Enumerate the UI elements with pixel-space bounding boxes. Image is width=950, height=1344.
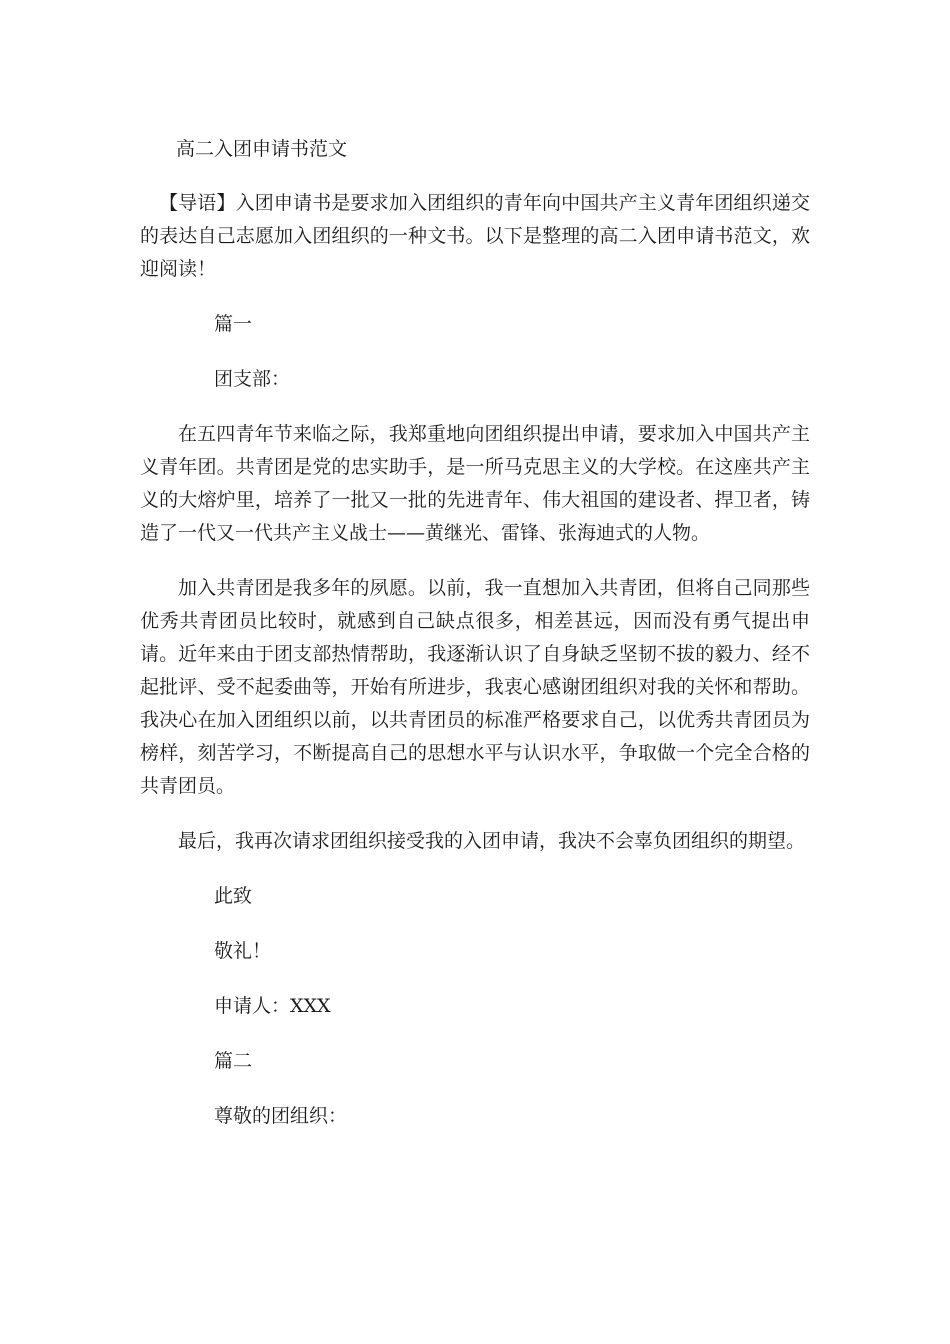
intro-paragraph: 【导语】入团申请书是要求加入团组织的青年向中国共产主义青年团组织递交的表达自己志愿加入团组织的一种文书。以下是整理的高二入团申请书范文，欢迎阅读！ [140,192,810,280]
document-body [140,187,810,1155]
body-paragraph-1: 在五四青年节来临之际，我郑重地向团组织提出申请，要求加入中国共产主义青年团。共青团是党的忠实助手，是一所马克思主义的大学校。在这座共产主义的大熔炉里，培养了一批又一批的先进青年、伟大祖国的建设者、捍卫者，铸造了一代又一代共产主义战士——黄继光、雷锋、张海迪式的人物。 [140,423,810,544]
section-heading-2: 篇二 [214,1050,253,1072]
closing-line-1: 此致 [214,885,253,907]
salutation-2: 尊敬的团组织： [214,1105,348,1127]
section-heading-1: 篇一 [214,313,253,335]
salutation-1: 团支部： [214,368,291,390]
body-paragraph-3: 最后，我再次请求团组织接受我的入团申请，我决不会辜负团组织的期望。 [178,830,806,852]
closing-line-2: 敬礼！ [214,940,272,962]
signature-line: 申请人：XXX [214,995,331,1017]
body-paragraph-2: 加入共青团是我多年的夙愿。以前，我一直想加入共青团，但将自己同那些优秀共青团员比较时，就感到自己缺点很多，相差甚远，因而没有勇气提出申请。近年来由于团支部热情帮助，我逐渐认识了自身缺乏坚韧不拔的毅力、经不起批评、受不起委曲等，开始有所进步，我衷心感谢团组织对我的关怀和帮助。我决心在加入团组织以前，以共青团员的标准严格要求自己，以优秀共青团员为榜样，刻苦学习，不断提高自己的思想水平与认识水平，争取做一个完全合格的共青团员。 [140,577,810,797]
document-title: 高二入团申请书范文 [176,138,348,160]
